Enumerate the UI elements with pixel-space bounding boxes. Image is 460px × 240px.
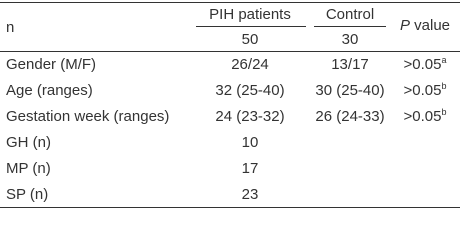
row-p-text: >0.05 [403, 56, 442, 73]
row-pih-value: 26/24 [231, 56, 269, 73]
row-pih-value: 32 (25-40) [215, 82, 285, 99]
row-control-value: 30 (25-40) [315, 82, 385, 99]
header-control-n: 30 [341, 31, 359, 48]
table-top-rule [0, 2, 460, 3]
row-label: Gender (M/F) [6, 56, 97, 73]
row-p-value [390, 108, 460, 126]
row-p-text: >0.05 [403, 82, 442, 99]
row-pih-value: 24 (23-32) [215, 108, 285, 125]
header-p-rest: value [409, 17, 451, 34]
row-pih-value: 17 [241, 160, 259, 177]
row-label: Gestation week (ranges) [6, 108, 170, 125]
table-bottom-rule [0, 207, 460, 208]
row-pih-value: 23 [241, 186, 259, 203]
header-group-pih: PIH patients [209, 6, 291, 23]
row-p-value [390, 56, 460, 74]
header-pih-subrule [196, 26, 306, 27]
row-label: MP (n) [6, 160, 51, 177]
row-p-footnote: b [441, 81, 447, 91]
header-p-value [390, 17, 460, 35]
row-label: Age (ranges) [6, 82, 93, 99]
row-control-value: 13/17 [331, 56, 369, 73]
row-p-text: >0.05 [403, 108, 442, 125]
row-pih-value: 10 [241, 134, 259, 151]
row-p-footnote: b [441, 107, 447, 117]
header-control-subrule [314, 26, 386, 27]
row-p-value [390, 82, 460, 100]
row-label: SP (n) [6, 186, 49, 203]
row-control-value: 26 (24-33) [315, 108, 385, 125]
header-pih-n: 50 [241, 31, 259, 48]
row-p-footnote: a [441, 55, 447, 65]
header-n-label: n [6, 19, 15, 36]
row-label: GH (n) [6, 134, 51, 151]
header-p-italic: P [399, 17, 410, 34]
header-group-control: Control [325, 6, 375, 23]
table-header-rule [0, 51, 460, 52]
